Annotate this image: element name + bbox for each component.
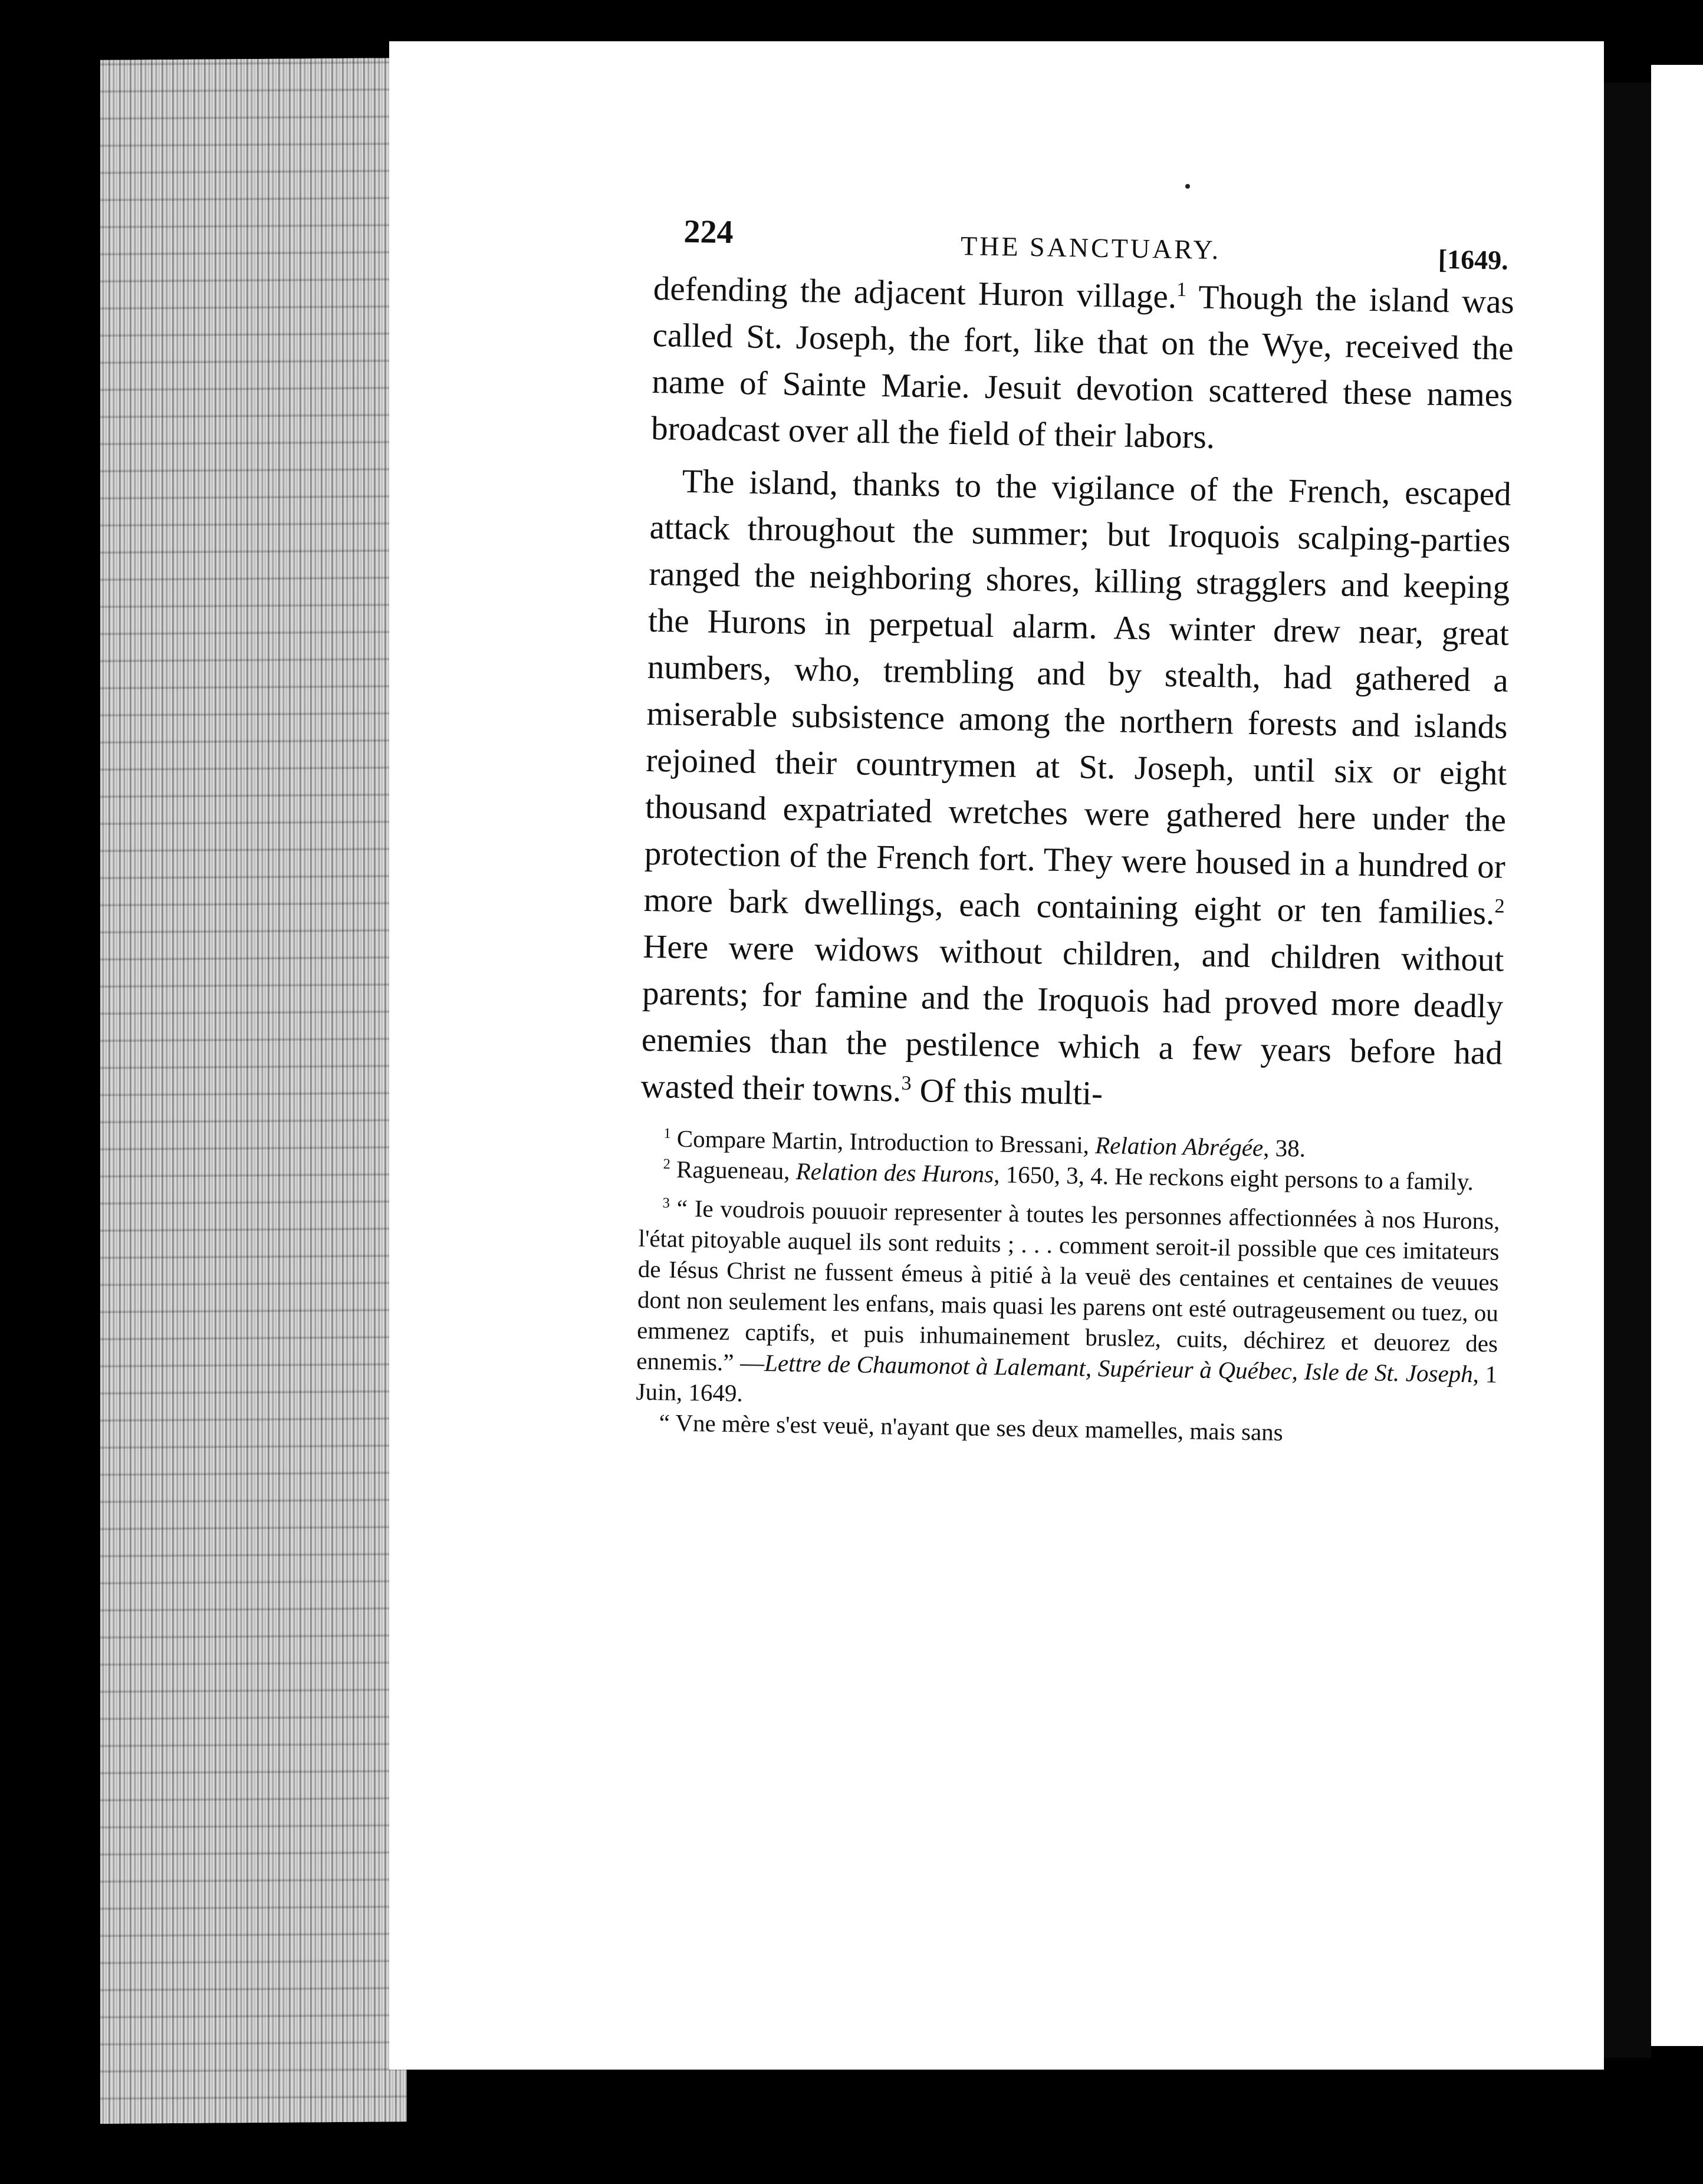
footnote-ref-1[interactable]: 1: [1176, 278, 1187, 301]
body-text: [640, 265, 1514, 1123]
page-number: 224: [683, 213, 734, 251]
footnote-2: $^2$ Ragueneau, Relation des Hurons, 1650, 3, 4. He reckons eight persons to a family.: [663, 1155, 1474, 1196]
footnote-3: $^3$ “ Ie voudrois pouuoir representer à toutes les personnes affectionnées à nos Hurons, l'état pitoyable auquel ils sont reduits ; . . . comment seroit-il possible que ces imitateurs de Iésus Christ ne fussent émeus à pitié à la veuë des centaines et centaines de veuues dont non seulement les enfans, mais quasi les parens ont esté outrageusement ou tuez, ou emmenez captifs, et puis inhumainement bruslez, cuits, déchirez et deuorez des ennemis.” —Lettre de Chaumonot à Lalemant, Supérieur à Québec, Isle de St. Joseph, 1 Juin, 1649.: [636, 1194, 1500, 1407]
footnote-ref-3[interactable]: 3: [901, 1072, 912, 1095]
footnote-ref-2[interactable]: 2: [1494, 895, 1505, 917]
paragraph-2: The island, thanks to the vigilance of the French, escaped attack throughout the summer; but Iroquois scalping-parties ranged the neighboring shores, killing stragglers and keeping the Hurons in perpetual alarm. As winter drew near, great numbers, who, trembling and by stealth, had gathered a miserable subsistence among the northern forests and islands rejoined their countrymen at St. Joseph, until six or eight thousand expatriated wretches were gathered here under the protection of the French fort. They were housed in a hundred or more bark dwellings, each containing eight or ten families.$^2$ Here were widows without children, and children without parents; for famine and the Iroquois had proved more deadly enemies than the pestilence which a few years before had wasted their towns.$^3$ Of this multi-: [640, 462, 1512, 1113]
facing-page-edge: [1651, 65, 1703, 2046]
footnotes: [635, 1123, 1501, 1451]
running-title: THE SANCTUARY.: [960, 231, 1221, 265]
gutter-shadow: [1604, 83, 1651, 2058]
running-year: [1649.: [1438, 244, 1509, 275]
footnote-3-continued: “ Vne mère s'est veuë, n'ayant que ses deux mamelles, mais sans: [659, 1409, 1284, 1446]
page-content: [635, 212, 1515, 1451]
ink-speck: [1185, 184, 1190, 189]
footnote-1: $^1$ Compare Martin, Introduction to Bressani, Relation Abrégée, 38.: [663, 1124, 1306, 1162]
book-fore-edge: [100, 58, 407, 2124]
paragraph-1: defending the adjacent Huron village.$^1$ Though the island was called St. Joseph, the fort, like that on the Wye, received the name of Sainte Marie. Jesuit devotion scattered these names broadcast over all the field of their labors.: [650, 269, 1515, 456]
